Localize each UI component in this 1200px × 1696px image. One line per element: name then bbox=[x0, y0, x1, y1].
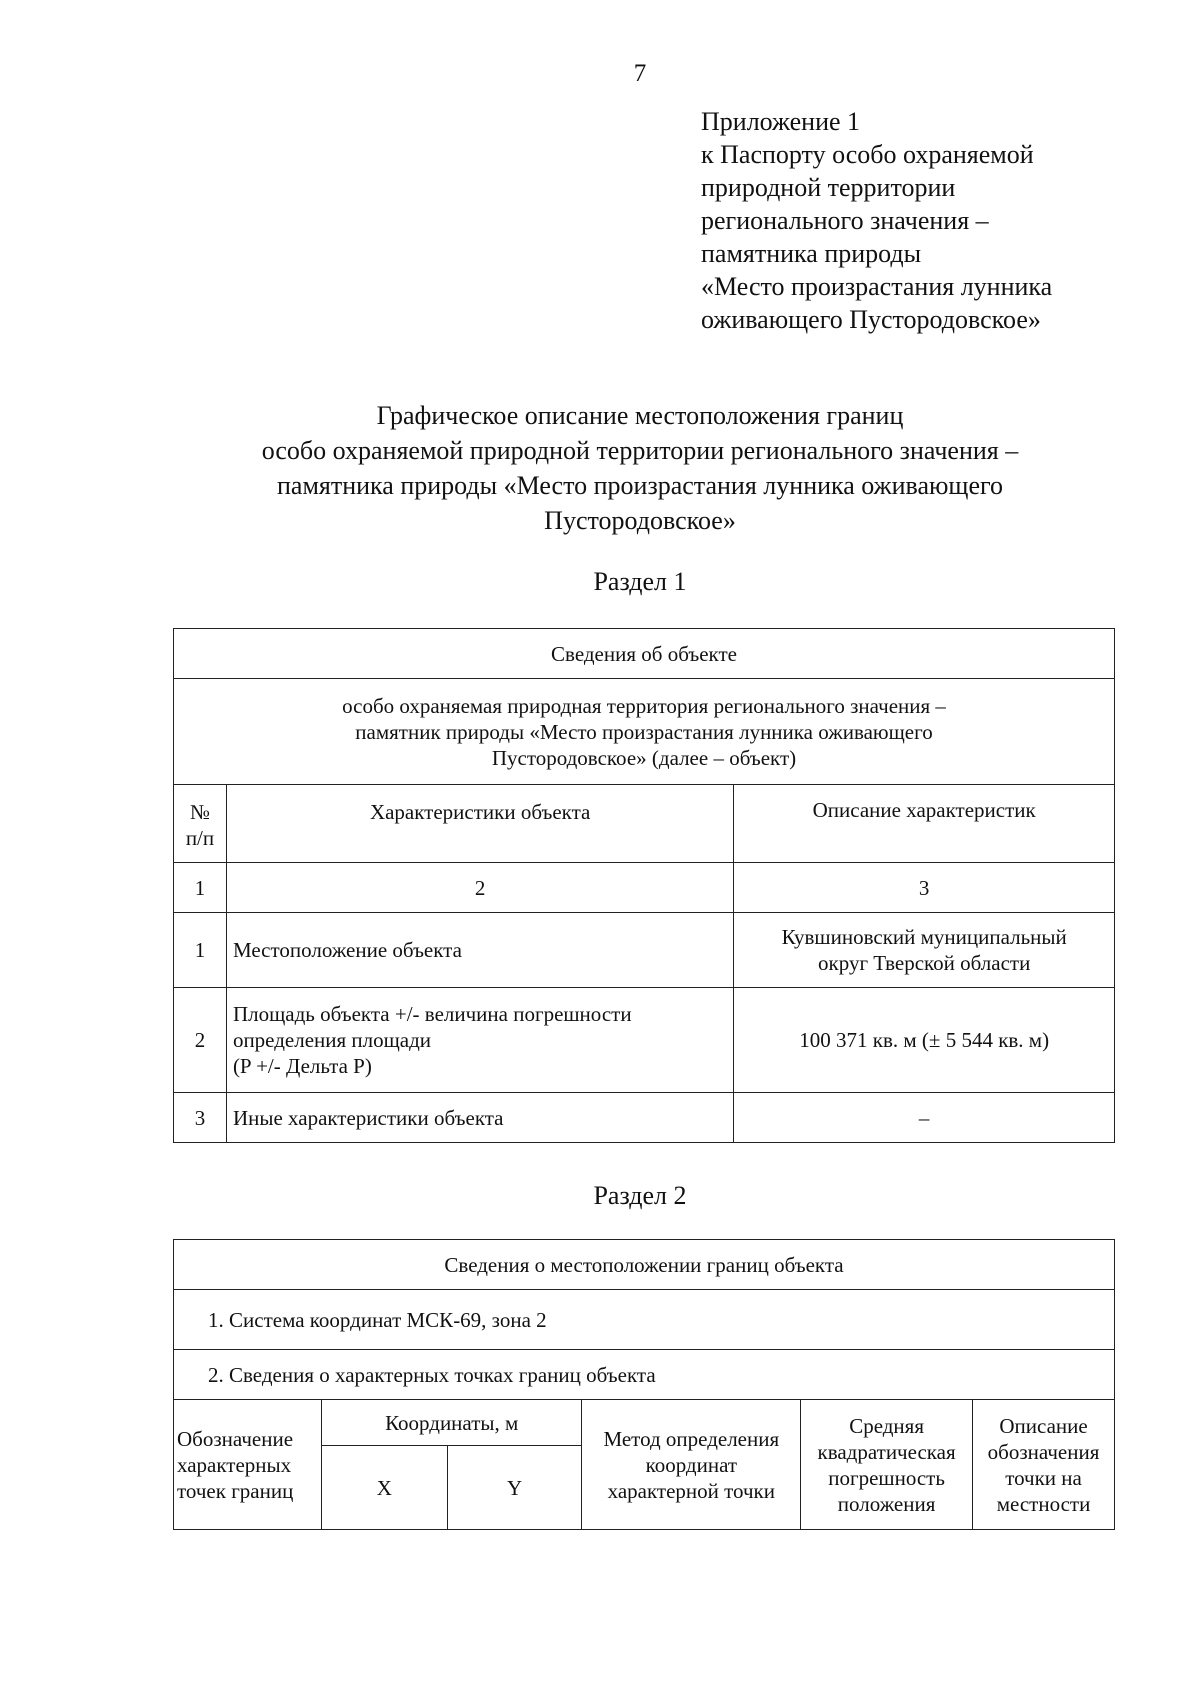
row-description: 100 371 кв. м (± 5 544 кв. м) bbox=[734, 988, 1115, 1093]
column-header-description: Описание характеристик bbox=[734, 785, 1115, 863]
header-line: квадратическая bbox=[817, 1439, 956, 1464]
object-name-line: памятник природы «Место произрастания лунника оживающего bbox=[355, 719, 933, 744]
header-line: положения bbox=[837, 1491, 936, 1516]
title-line: Графическое описание местоположения границ bbox=[376, 401, 904, 430]
object-name-cell bbox=[174, 679, 1115, 785]
boundary-info-table bbox=[173, 1239, 1115, 1530]
description-line: Кувшиновский муниципальный bbox=[781, 925, 1067, 949]
column-header-location bbox=[973, 1400, 1115, 1530]
header-line: характерных bbox=[177, 1452, 292, 1477]
column-header-number-line: п/п bbox=[185, 826, 215, 850]
column-header-error bbox=[801, 1400, 973, 1530]
row-characteristic: Местоположение объекта bbox=[226, 913, 733, 988]
header-line: Средняя bbox=[849, 1413, 924, 1438]
appendix-line: оживающего Пустородовское» bbox=[701, 305, 1041, 334]
header-line: Описание bbox=[999, 1413, 1088, 1438]
appendix-line: регионального значения – bbox=[701, 206, 989, 235]
appendix-line: к Паспорту особо охраняемой bbox=[701, 140, 1034, 169]
column-header-x: X bbox=[321, 1446, 447, 1530]
header-line: Метод определения bbox=[603, 1426, 780, 1451]
column-number-2: 2 bbox=[226, 863, 733, 913]
object-name-line: особо охраняемая природная территория регионального значения – bbox=[342, 693, 946, 718]
header-line: погрешность bbox=[828, 1465, 945, 1490]
row-characteristic bbox=[226, 988, 733, 1093]
table-row bbox=[174, 1093, 1115, 1143]
column-header-number-line: № bbox=[189, 800, 210, 824]
column-number-1: 1 bbox=[174, 863, 227, 913]
header-line: координат bbox=[645, 1452, 738, 1477]
header-line: обозначения bbox=[987, 1439, 1100, 1464]
appendix-line: памятника природы bbox=[701, 239, 922, 268]
appendix-line: «Место произрастания лунника bbox=[701, 272, 1053, 301]
row-number: 2 bbox=[174, 988, 227, 1093]
column-number-3: 3 bbox=[734, 863, 1115, 913]
title-line: памятника природы «Место произрастания лунника оживающего bbox=[276, 471, 1004, 500]
row-description bbox=[734, 913, 1115, 988]
object-info-table bbox=[173, 628, 1115, 1143]
column-header-y: Y bbox=[447, 1446, 582, 1530]
header-line: Обозначение bbox=[177, 1426, 294, 1451]
header-line: точки на bbox=[1005, 1465, 1082, 1490]
appendix-line: природной территории bbox=[701, 173, 956, 202]
table-row bbox=[174, 913, 1115, 988]
title-line: Пустородовское» bbox=[544, 506, 736, 535]
characteristic-line: определения площади bbox=[232, 1028, 432, 1052]
column-header-designation bbox=[174, 1400, 322, 1530]
description-line: округ Тверской области bbox=[818, 951, 1031, 975]
object-info-header: Сведения об объекте bbox=[174, 629, 1115, 679]
appendix-note bbox=[701, 105, 1052, 336]
characteristic-line: Площадь объекта +/- величина погрешности bbox=[232, 1002, 632, 1026]
characteristic-line: (P +/- Дельта P) bbox=[232, 1054, 372, 1078]
boundary-info-header: Сведения о местоположении границ объекта bbox=[174, 1240, 1115, 1290]
page-number: 7 bbox=[633, 60, 647, 87]
column-header-characteristic: Характеристики объекта bbox=[226, 785, 733, 863]
section-2-heading: Раздел 2 bbox=[593, 1181, 687, 1210]
document-title bbox=[0, 398, 1200, 538]
table-row bbox=[174, 988, 1115, 1093]
points-header-cell: 2. Сведения о характерных точках границ объекта bbox=[174, 1350, 1115, 1400]
coordinate-system-cell: 1. Система координат МСК-69, зона 2 bbox=[174, 1290, 1115, 1350]
header-line: точек границ bbox=[177, 1478, 294, 1503]
column-header-coordinates: Координаты, м bbox=[321, 1400, 582, 1446]
column-header-number bbox=[174, 785, 227, 863]
row-number: 1 bbox=[174, 913, 227, 988]
row-description: – bbox=[734, 1093, 1115, 1143]
column-header-method bbox=[582, 1400, 801, 1530]
object-name-line: Пустородовское» (далее – объект) bbox=[491, 745, 797, 770]
row-characteristic: Иные характеристики объекта bbox=[226, 1093, 733, 1143]
row-number: 3 bbox=[174, 1093, 227, 1143]
title-line: особо охраняемой природной территории регионального значения – bbox=[261, 436, 1019, 465]
appendix-line: Приложение 1 bbox=[701, 107, 861, 136]
section-1-heading: Раздел 1 bbox=[593, 567, 687, 596]
header-line: местности bbox=[996, 1491, 1091, 1516]
header-line: характерной точки bbox=[607, 1478, 775, 1503]
